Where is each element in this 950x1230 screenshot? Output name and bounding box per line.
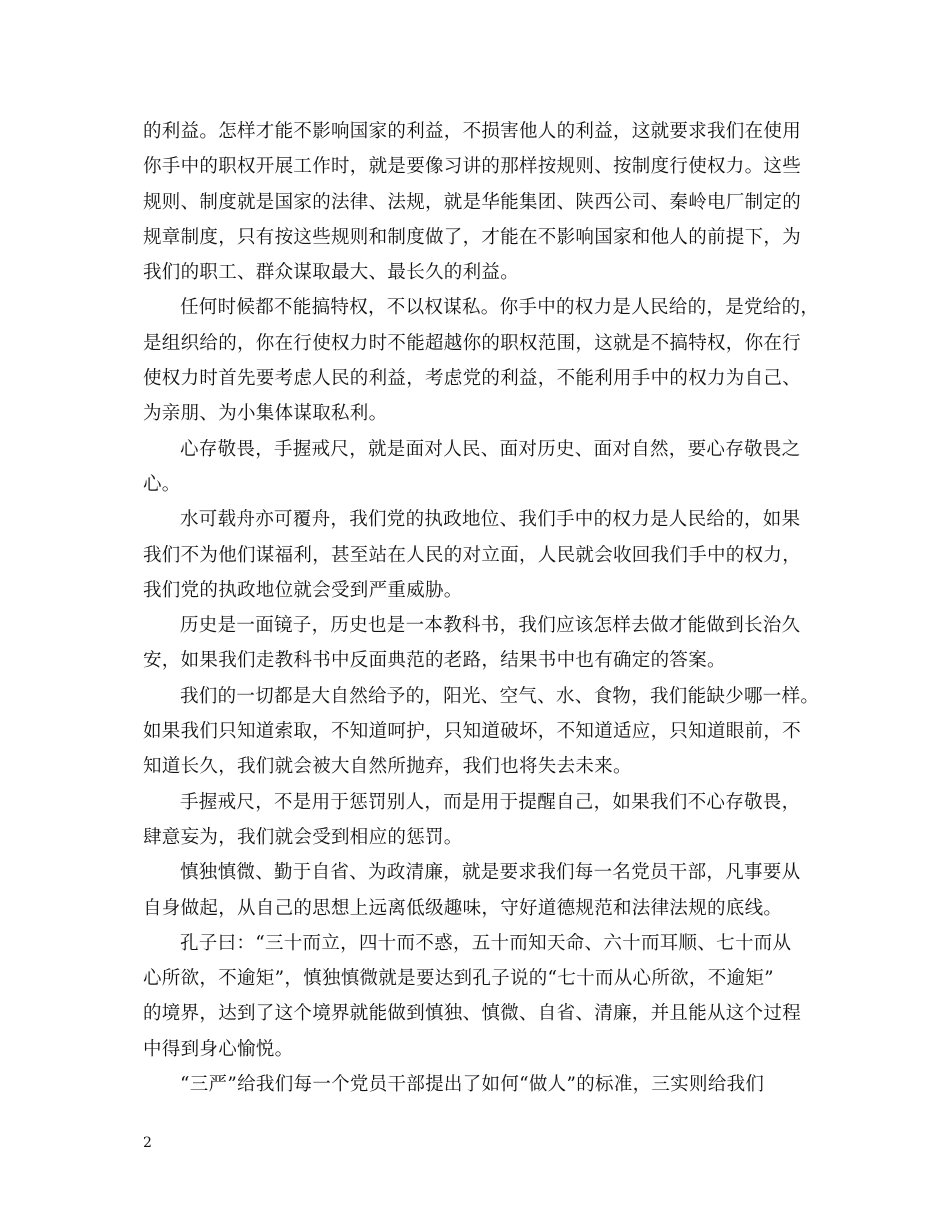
text-line: 规章制度，只有按这些规则和制度做了，才能在不影响国家和他人的前提下，为 <box>143 226 802 248</box>
text-line: 的利益。怎样才能不影响国家的利益，不损害他人的利益，这就要求我们在使用 <box>143 121 802 142</box>
text-line: 使权力时首先要考虑人民的利益，考虑党的利益，不能利用手中的权力为自己、 <box>143 368 802 390</box>
text-line: 我们的职工、群众谋取最大、最长久的利益。 <box>143 262 520 284</box>
text-line: 中得到身心愉悦。 <box>143 1038 294 1060</box>
text-line: “三严”给我们每一个党员干部提出了如何“做人”的标准，三实则给我们 <box>180 1074 765 1096</box>
text-line: 我们的一切都是大自然给予的，阳光、空气、水、食物，我们能缺少哪一样。 <box>180 685 820 707</box>
text-line: 我们不为他们谋福利，甚至站在人民的对立面，人民就会收回我们手中的权力， <box>143 544 802 566</box>
text-line: 的境界，达到了这个境界就能做到慎独、慎微、自省、清廉，并且能从这个过程 <box>143 1003 802 1025</box>
text-line: 你手中的职权开展工作时，就是要像习讲的那样按规则、按制度行使权力。这些 <box>143 156 802 178</box>
text-line: 安，如果我们走教科书中反面典范的老路，结果书中也有确定的答案。 <box>143 650 726 672</box>
text-line: 自身做起，从自己的思想上远离低级趣味，守好道德规范和法律法规的底线。 <box>143 897 783 919</box>
text-line: 心。 <box>143 473 181 495</box>
text-line: 心所欲，不逾矩”，慎独慎微就是要达到孔子说的“七十而从心所欲，不逾矩” <box>143 968 774 990</box>
text-line: 肆意妄为，我们就会受到相应的惩罚。 <box>143 826 463 848</box>
text-line: 孔子曰：“三十而立，四十而不惑，五十而知天命、六十而耳顺、七十而从 <box>180 932 792 954</box>
text-line: 水可载舟亦可覆舟，我们党的执政地位、我们手中的权力是人民给的，如果 <box>180 509 801 531</box>
text-line: 心存敬畏，手握戒尺，就是面对人民、面对历史、面对自然，要心存敬畏之 <box>180 438 801 460</box>
text-line: 是组织给的，你在行使权力时不能超越你的职权范围，这就是不搞特权，你在行 <box>143 332 802 354</box>
text-line: 如果我们只知道索取，不知道呵护，只知道破坏，不知道适应，只知道眼前，不 <box>143 721 802 743</box>
text-line: 规则、制度就是国家的法律、法规，就是华能集团、陕西公司、秦岭电厂制定的 <box>143 191 802 213</box>
page-number: 2 <box>143 1135 152 1151</box>
text-line: 我们党的执政地位就会受到严重威胁。 <box>143 579 463 601</box>
text-line: 为亲朋、为小集体谋取私利。 <box>143 403 388 425</box>
body-text <box>143 114 823 1102</box>
text-line: 任何时候都不能搞特权，不以权谋私。你手中的权力是人民给的，是党给的， <box>180 297 820 319</box>
text-line: 知道长久，我们就会被大自然所抛弃，我们也将失去未来。 <box>143 756 632 778</box>
text-line: 历史是一面镜子，历史也是一本教科书，我们应该怎样去做才能做到长治久 <box>180 615 801 637</box>
text-line: 慎独慎微、勤于自省、为政清廉，就是要求我们每一名党员干部，凡事要从 <box>180 862 801 884</box>
text-line: 手握戒尺，不是用于惩罚别人，而是用于提醒自己，如果我们不心存敬畏， <box>180 791 801 813</box>
